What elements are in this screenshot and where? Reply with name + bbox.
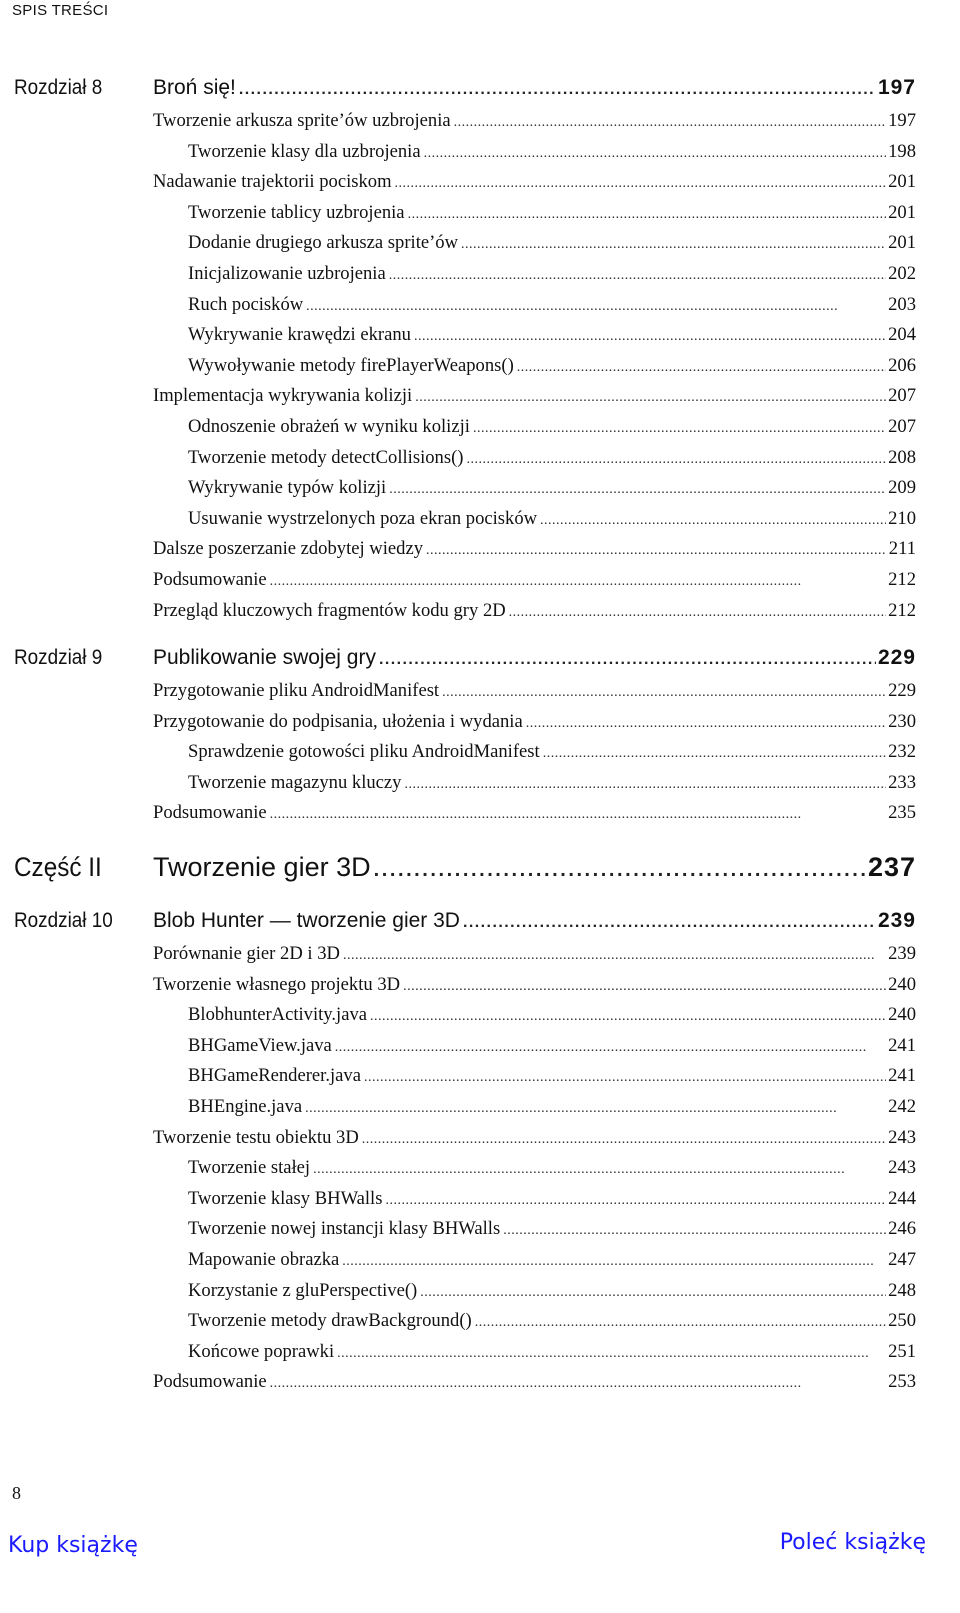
entry-title: Ruch pocisków bbox=[188, 293, 304, 315]
entry-title: BlobhunterActivity.java bbox=[188, 1004, 368, 1026]
dot-leader bbox=[364, 1063, 886, 1094]
chapter-section bbox=[0, 70, 960, 626]
entry-page-number: 239 bbox=[888, 943, 916, 965]
toc-entry[interactable] bbox=[153, 970, 916, 1001]
heading-page-number: 197 bbox=[877, 76, 916, 99]
entry-page-number: 202 bbox=[888, 262, 916, 284]
dot-leader bbox=[342, 1247, 886, 1278]
entry-page-number: 210 bbox=[888, 507, 916, 529]
dot-leader bbox=[475, 1308, 886, 1339]
dot-leader bbox=[415, 383, 886, 414]
entry-title: BHGameView.java bbox=[188, 1034, 332, 1056]
entry-page-number: 201 bbox=[888, 171, 916, 193]
toc-entry[interactable] bbox=[153, 106, 916, 137]
dot-leader bbox=[454, 108, 886, 139]
entry-title: Dodanie drugiego arkusza sprite’ów bbox=[188, 232, 459, 254]
heading-title: Tworzenie gier 3D bbox=[153, 852, 371, 883]
entry-title: Tworzenie metody drawBackground() bbox=[188, 1310, 472, 1332]
dot-leader bbox=[526, 709, 886, 740]
entry-page-number: 253 bbox=[888, 1371, 916, 1393]
part-heading[interactable] bbox=[14, 843, 916, 891]
toc-entry[interactable] bbox=[188, 1276, 916, 1307]
entry-page-number: 206 bbox=[888, 354, 916, 376]
toc-entry[interactable] bbox=[153, 1367, 916, 1398]
dot-leader bbox=[408, 200, 887, 231]
entry-title: BHGameRenderer.java bbox=[188, 1065, 361, 1087]
running-header: SPIS TREŚCI bbox=[12, 2, 109, 19]
dot-leader bbox=[414, 322, 886, 353]
dot-leader bbox=[395, 169, 887, 200]
entry-page-number: 248 bbox=[888, 1279, 916, 1301]
toc-entry[interactable] bbox=[188, 351, 916, 382]
toc-entry[interactable] bbox=[188, 137, 916, 168]
entry-title: Porównanie gier 2D i 3D bbox=[153, 943, 340, 965]
toc-entry[interactable] bbox=[153, 798, 916, 829]
chapter-label: Rozdział 9 bbox=[14, 646, 103, 670]
toc-entry[interactable] bbox=[188, 737, 916, 768]
toc-entry[interactable] bbox=[188, 1184, 916, 1215]
entry-page-number: 212 bbox=[888, 599, 916, 621]
entry-page-number: 201 bbox=[888, 201, 916, 223]
toc-entry[interactable] bbox=[188, 228, 916, 259]
entry-page-number: 246 bbox=[888, 1218, 916, 1240]
chapter-heading[interactable] bbox=[14, 640, 916, 676]
entry-page-number: 203 bbox=[888, 293, 916, 315]
dot-leader bbox=[335, 1033, 886, 1064]
chapter-section bbox=[0, 903, 960, 1398]
toc-entry[interactable] bbox=[188, 290, 916, 321]
entry-page-number: 232 bbox=[888, 741, 916, 763]
dot-leader bbox=[270, 567, 886, 598]
entry-title: Nadawanie trajektorii pociskom bbox=[153, 171, 392, 193]
entry-page-number: 211 bbox=[888, 538, 916, 560]
dot-leader bbox=[509, 598, 886, 629]
toc-entry[interactable] bbox=[153, 939, 916, 970]
entry-title: Odnoszenie obrażeń w wyniku kolizji bbox=[188, 415, 470, 437]
entry-page-number: 198 bbox=[888, 140, 916, 162]
entry-title: Podsumowanie bbox=[153, 568, 267, 590]
entry-page-number: 244 bbox=[888, 1187, 916, 1209]
entry-page-number: 247 bbox=[888, 1249, 916, 1270]
toc-entry[interactable] bbox=[153, 534, 916, 565]
entry-title: Implementacja wykrywania kolizji bbox=[153, 385, 413, 407]
part-label: Część II bbox=[14, 852, 102, 883]
toc-entry[interactable] bbox=[153, 565, 916, 596]
entry-title: Końcowe poprawki bbox=[188, 1340, 335, 1362]
dot-leader bbox=[517, 353, 886, 384]
entry-title: Wywoływanie metody firePlayerWeapons() bbox=[188, 354, 514, 376]
table-of-contents bbox=[0, 70, 960, 1398]
chapter-section bbox=[0, 640, 960, 829]
entry-title: Korzystanie z gluPerspective() bbox=[188, 1279, 418, 1301]
entry-page-number: 241 bbox=[888, 1065, 916, 1087]
entry-page-number: 243 bbox=[888, 1126, 916, 1148]
dot-leader bbox=[362, 1125, 886, 1156]
entry-title: Tworzenie klasy dla uzbrojenia bbox=[188, 140, 421, 162]
toc-entry[interactable] bbox=[153, 381, 916, 412]
dot-leader bbox=[385, 1186, 886, 1217]
entry-page-number: 229 bbox=[888, 680, 916, 702]
toc-entry[interactable] bbox=[188, 198, 916, 229]
chapter-label: Rozdział 10 bbox=[14, 909, 113, 933]
dot-leader bbox=[379, 642, 876, 678]
entry-title: Inicjalizowanie uzbrojenia bbox=[188, 262, 386, 284]
buy-book-link[interactable]: Kup książkę bbox=[8, 1533, 138, 1558]
entry-page-number: 235 bbox=[888, 802, 916, 824]
entry-title: Mapowanie obrazka bbox=[188, 1249, 340, 1270]
entry-title: Wykrywanie typów kolizji bbox=[188, 477, 387, 499]
toc-entry[interactable] bbox=[188, 1000, 916, 1031]
toc-entry[interactable] bbox=[188, 1061, 916, 1092]
dot-leader bbox=[374, 846, 866, 894]
toc-entry[interactable] bbox=[153, 1123, 916, 1154]
entry-title: Podsumowanie bbox=[153, 802, 267, 824]
toc-entry[interactable] bbox=[153, 707, 916, 738]
entry-page-number: 230 bbox=[888, 710, 916, 732]
toc-entry[interactable] bbox=[153, 676, 916, 707]
entry-title: Tworzenie testu obiektu 3D bbox=[153, 1126, 359, 1148]
dot-leader bbox=[389, 261, 886, 292]
recommend-book-link[interactable]: Poleć książkę bbox=[779, 1530, 926, 1555]
toc-entry[interactable] bbox=[188, 320, 916, 351]
chapter-heading[interactable] bbox=[14, 903, 916, 939]
entry-page-number: 242 bbox=[888, 1096, 916, 1118]
toc-entry[interactable] bbox=[188, 1306, 916, 1337]
entry-page-number: 250 bbox=[888, 1310, 916, 1332]
dot-leader bbox=[306, 292, 886, 323]
dot-leader bbox=[389, 475, 886, 506]
entry-page-number: 240 bbox=[888, 1004, 916, 1026]
chapter-heading[interactable] bbox=[14, 70, 916, 106]
heading-page-number: 229 bbox=[877, 646, 916, 670]
toc-entry[interactable] bbox=[188, 1245, 916, 1276]
entry-page-number: 207 bbox=[888, 415, 916, 437]
entry-title: Tworzenie własnego projektu 3D bbox=[153, 973, 401, 995]
dot-leader bbox=[466, 445, 886, 476]
dot-leader bbox=[543, 739, 886, 770]
heading-page-number: 237 bbox=[867, 852, 916, 883]
dot-leader bbox=[426, 536, 887, 567]
dot-leader bbox=[403, 972, 886, 1003]
entry-title: BHEngine.java bbox=[188, 1096, 303, 1118]
entry-title: Sprawdzenie gotowości pliku AndroidManifest bbox=[188, 741, 540, 763]
entry-title: Dalsze poszerzanie zdobytej wiedzy bbox=[153, 538, 423, 560]
entry-page-number: 241 bbox=[888, 1034, 916, 1056]
toc-entry[interactable] bbox=[188, 1031, 916, 1062]
chapter-label: Rozdział 8 bbox=[14, 76, 103, 99]
entry-title: Wykrywanie krawędzi ekranu bbox=[188, 324, 411, 346]
dot-leader bbox=[239, 72, 876, 108]
entry-title: Tworzenie klasy BHWalls bbox=[188, 1187, 383, 1209]
entry-page-number: 251 bbox=[888, 1340, 916, 1362]
dot-leader bbox=[370, 1002, 886, 1033]
entry-page-number: 240 bbox=[888, 973, 916, 995]
heading-title: Blob Hunter — tworzenie gier 3D bbox=[153, 909, 460, 933]
dot-leader bbox=[270, 1369, 886, 1400]
entry-page-number: 208 bbox=[888, 446, 916, 468]
dot-leader bbox=[461, 230, 886, 261]
entry-title: Przygotowanie pliku AndroidManifest bbox=[153, 680, 440, 702]
dot-leader bbox=[420, 1278, 886, 1309]
dot-leader bbox=[343, 941, 886, 972]
entry-page-number: 233 bbox=[888, 771, 916, 793]
toc-entry[interactable] bbox=[188, 1214, 916, 1245]
entry-page-number: 197 bbox=[888, 110, 916, 131]
toc-entry[interactable] bbox=[188, 443, 916, 474]
dot-leader bbox=[313, 1155, 886, 1186]
dot-leader bbox=[463, 905, 876, 941]
entry-title: Usuwanie wystrzelonych poza ekran pocisków bbox=[188, 507, 538, 529]
toc-entry[interactable] bbox=[188, 768, 916, 799]
toc-entry[interactable] bbox=[153, 596, 916, 627]
entry-page-number: 204 bbox=[888, 324, 916, 346]
dot-leader bbox=[540, 506, 886, 537]
dot-leader bbox=[337, 1339, 886, 1370]
heading-title: Broń się! bbox=[153, 76, 236, 99]
dot-leader bbox=[404, 770, 886, 801]
toc-entry[interactable] bbox=[188, 1337, 916, 1368]
dot-leader bbox=[424, 139, 887, 170]
entry-title: Podsumowanie bbox=[153, 1371, 267, 1393]
heading-title: Publikowanie swojej gry bbox=[153, 646, 376, 670]
dot-leader bbox=[503, 1216, 886, 1247]
page-number: 8 bbox=[12, 1483, 21, 1503]
entry-title: Przegląd kluczowych fragmentów kodu gry 2D bbox=[153, 599, 506, 621]
dot-leader bbox=[473, 414, 886, 445]
entry-title: Tworzenie metody detectCollisions() bbox=[188, 446, 464, 468]
entry-title: Przygotowanie do podpisania, ułożenia i wydania bbox=[153, 710, 523, 732]
entry-page-number: 209 bbox=[888, 477, 916, 499]
toc-entry[interactable] bbox=[188, 1092, 916, 1123]
entry-title: Tworzenie magazynu kluczy bbox=[188, 771, 402, 793]
heading-page-number: 239 bbox=[877, 909, 916, 933]
toc-entry[interactable] bbox=[188, 473, 916, 504]
dot-leader bbox=[305, 1094, 886, 1125]
entry-title: Tworzenie nowej instancji klasy BHWalls bbox=[188, 1218, 501, 1240]
toc-entry[interactable] bbox=[188, 259, 916, 290]
entry-page-number: 207 bbox=[888, 385, 916, 407]
entry-title: Tworzenie stałej bbox=[188, 1157, 311, 1179]
dot-leader bbox=[270, 800, 886, 831]
entry-title: Tworzenie arkusza sprite’ów uzbrojenia bbox=[153, 110, 451, 131]
entry-title: Tworzenie tablicy uzbrojenia bbox=[188, 201, 405, 223]
part-section bbox=[0, 843, 960, 891]
toc-entry[interactable] bbox=[188, 412, 916, 443]
toc-entry[interactable] bbox=[188, 1153, 916, 1184]
dot-leader bbox=[442, 678, 886, 709]
entry-page-number: 201 bbox=[888, 232, 916, 254]
entry-page-number: 243 bbox=[888, 1157, 916, 1179]
entry-page-number: 212 bbox=[888, 568, 916, 590]
toc-entry[interactable] bbox=[153, 167, 916, 198]
toc-entry[interactable] bbox=[188, 504, 916, 535]
